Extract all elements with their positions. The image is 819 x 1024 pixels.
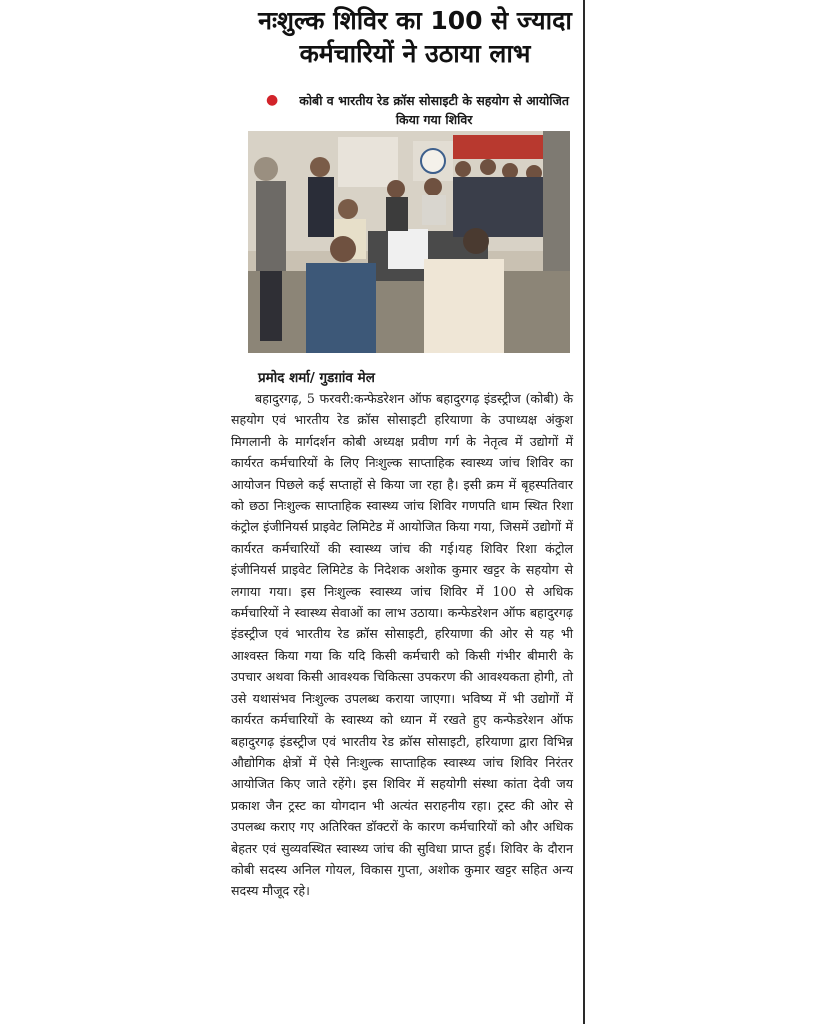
headline-line-1: नःशुल्क शिविर का 100 से ज्यादा bbox=[258, 6, 572, 35]
article-body bbox=[231, 388, 573, 902]
headline bbox=[250, 4, 580, 70]
bullet-icon: ● bbox=[266, 92, 279, 108]
byline: प्रमोद शर्मा/ गुडग़ांव मेल bbox=[258, 370, 375, 386]
subheadline-text: कोबी व भारतीय रेड क्रॉस सोसाइटी के सहयोग से आयोजित किया गया शिविर bbox=[299, 93, 569, 127]
article-photo bbox=[248, 131, 570, 353]
article-paragraph: बहादुरगढ़, 5 फरवरी:कन्फेडरेशन ऑफ बहादुरगढ़ इंडस्ट्रीज (कोबी) के सहयोग एवं भारतीय रेड क्रॉस सोसाइटी हरियाणा के उपाध्यक्ष अंकुश मिगलानी के मार्गदर्शन कोबी अध्यक्ष प्रवीण गर्ग के नेतृत्व में उद्योगों में कार्यरत कर्मचारियों के लिए निःशुल्क साप्ताहिक स्वास्थ्य जांच शिविर का आयोजन पिछले कई सप्ताहों से किया जा रहा है। इसी क्रम में बृहस्पतिवार को छठा निःशुल्क साप्ताहिक स्वास्थ्य जांच शिविर गणपति धाम स्थित रिशा कंट्रोल इंजीनियर्स प्राइवेट लिमिटेड में आयोजित किया गया, जिसमें उद्योगों में कार्यरत कर्मचारियों की स्वास्थ्य जांच की गई।यह शिविर रिशा कंट्रोल इंजीनियर्स प्राइवेट लिमिटेड के निदेशक अशोक कुमार खट्टर के सहयोग से लगाया गया। इस निःशुल्क स्वास्थ्य जांच शिविर में 100 से अधिक कर्मचारियों ने स्वास्थ्य सेवाओं का लाभ उठाया। कन्फेडरेशन ऑफ बहादुरगढ़ इंडस्ट्रीज एवं भारतीय रेड क्रॉस सोसाइटी, हरियाणा की ओर से यह भी आश्वस्त किया गया कि यदि किसी कर्मचारी को किसी गंभीर बीमारी के उपचार अथवा किसी आवश्यक चिकित्सा उपकरण की आवश्यकता होगी, तो उसे यथासंभव निःशुल्क उपलब्ध कराया जाएगा। भविष्य में भी उद्योगों में कार्यरत कर्मचारियों के स्वास्थ्य को ध्यान में रखते हुए कन्फेडरेशन ऑफ बहादुरगढ़ इंडस्ट्रीज एवं भारतीय रेड क्रॉस सोसाइटी, हरियाणा द्वारा विभिन्न औद्योगिक क्षेत्रों में ऐसे निःशुल्क साप्ताहिक स्वास्थ्य जांच शिविर निरंतर आयोजित किए जाते रहेंगे। इस शिविर में सहयोगी संस्था कांता देवी जय प्रकाश जैन ट्रस्ट का योगदान भी अत्यंत सराहनीय रहा। ट्रस्ट की ओर से उपलब्ध कराए गए अतिरिक्त डॉक्टरों के कारण कर्मचारियों को और अधिक बेहतर एवं सुव्यवस्थित स्वास्थ्य जांच की सुविधा प्राप्त हुई। शिविर के दौरान कोबी सदस्य अनिल गोयल, विकास गुप्ता, अशोक कुमार खट्टर सहित अन्य सदस्य मौजूद रहे। bbox=[231, 391, 573, 899]
subheadline bbox=[266, 91, 578, 129]
column-divider bbox=[583, 0, 585, 1024]
headline-line-2: कर्मचारियों ने उठाया लाभ bbox=[299, 39, 531, 68]
